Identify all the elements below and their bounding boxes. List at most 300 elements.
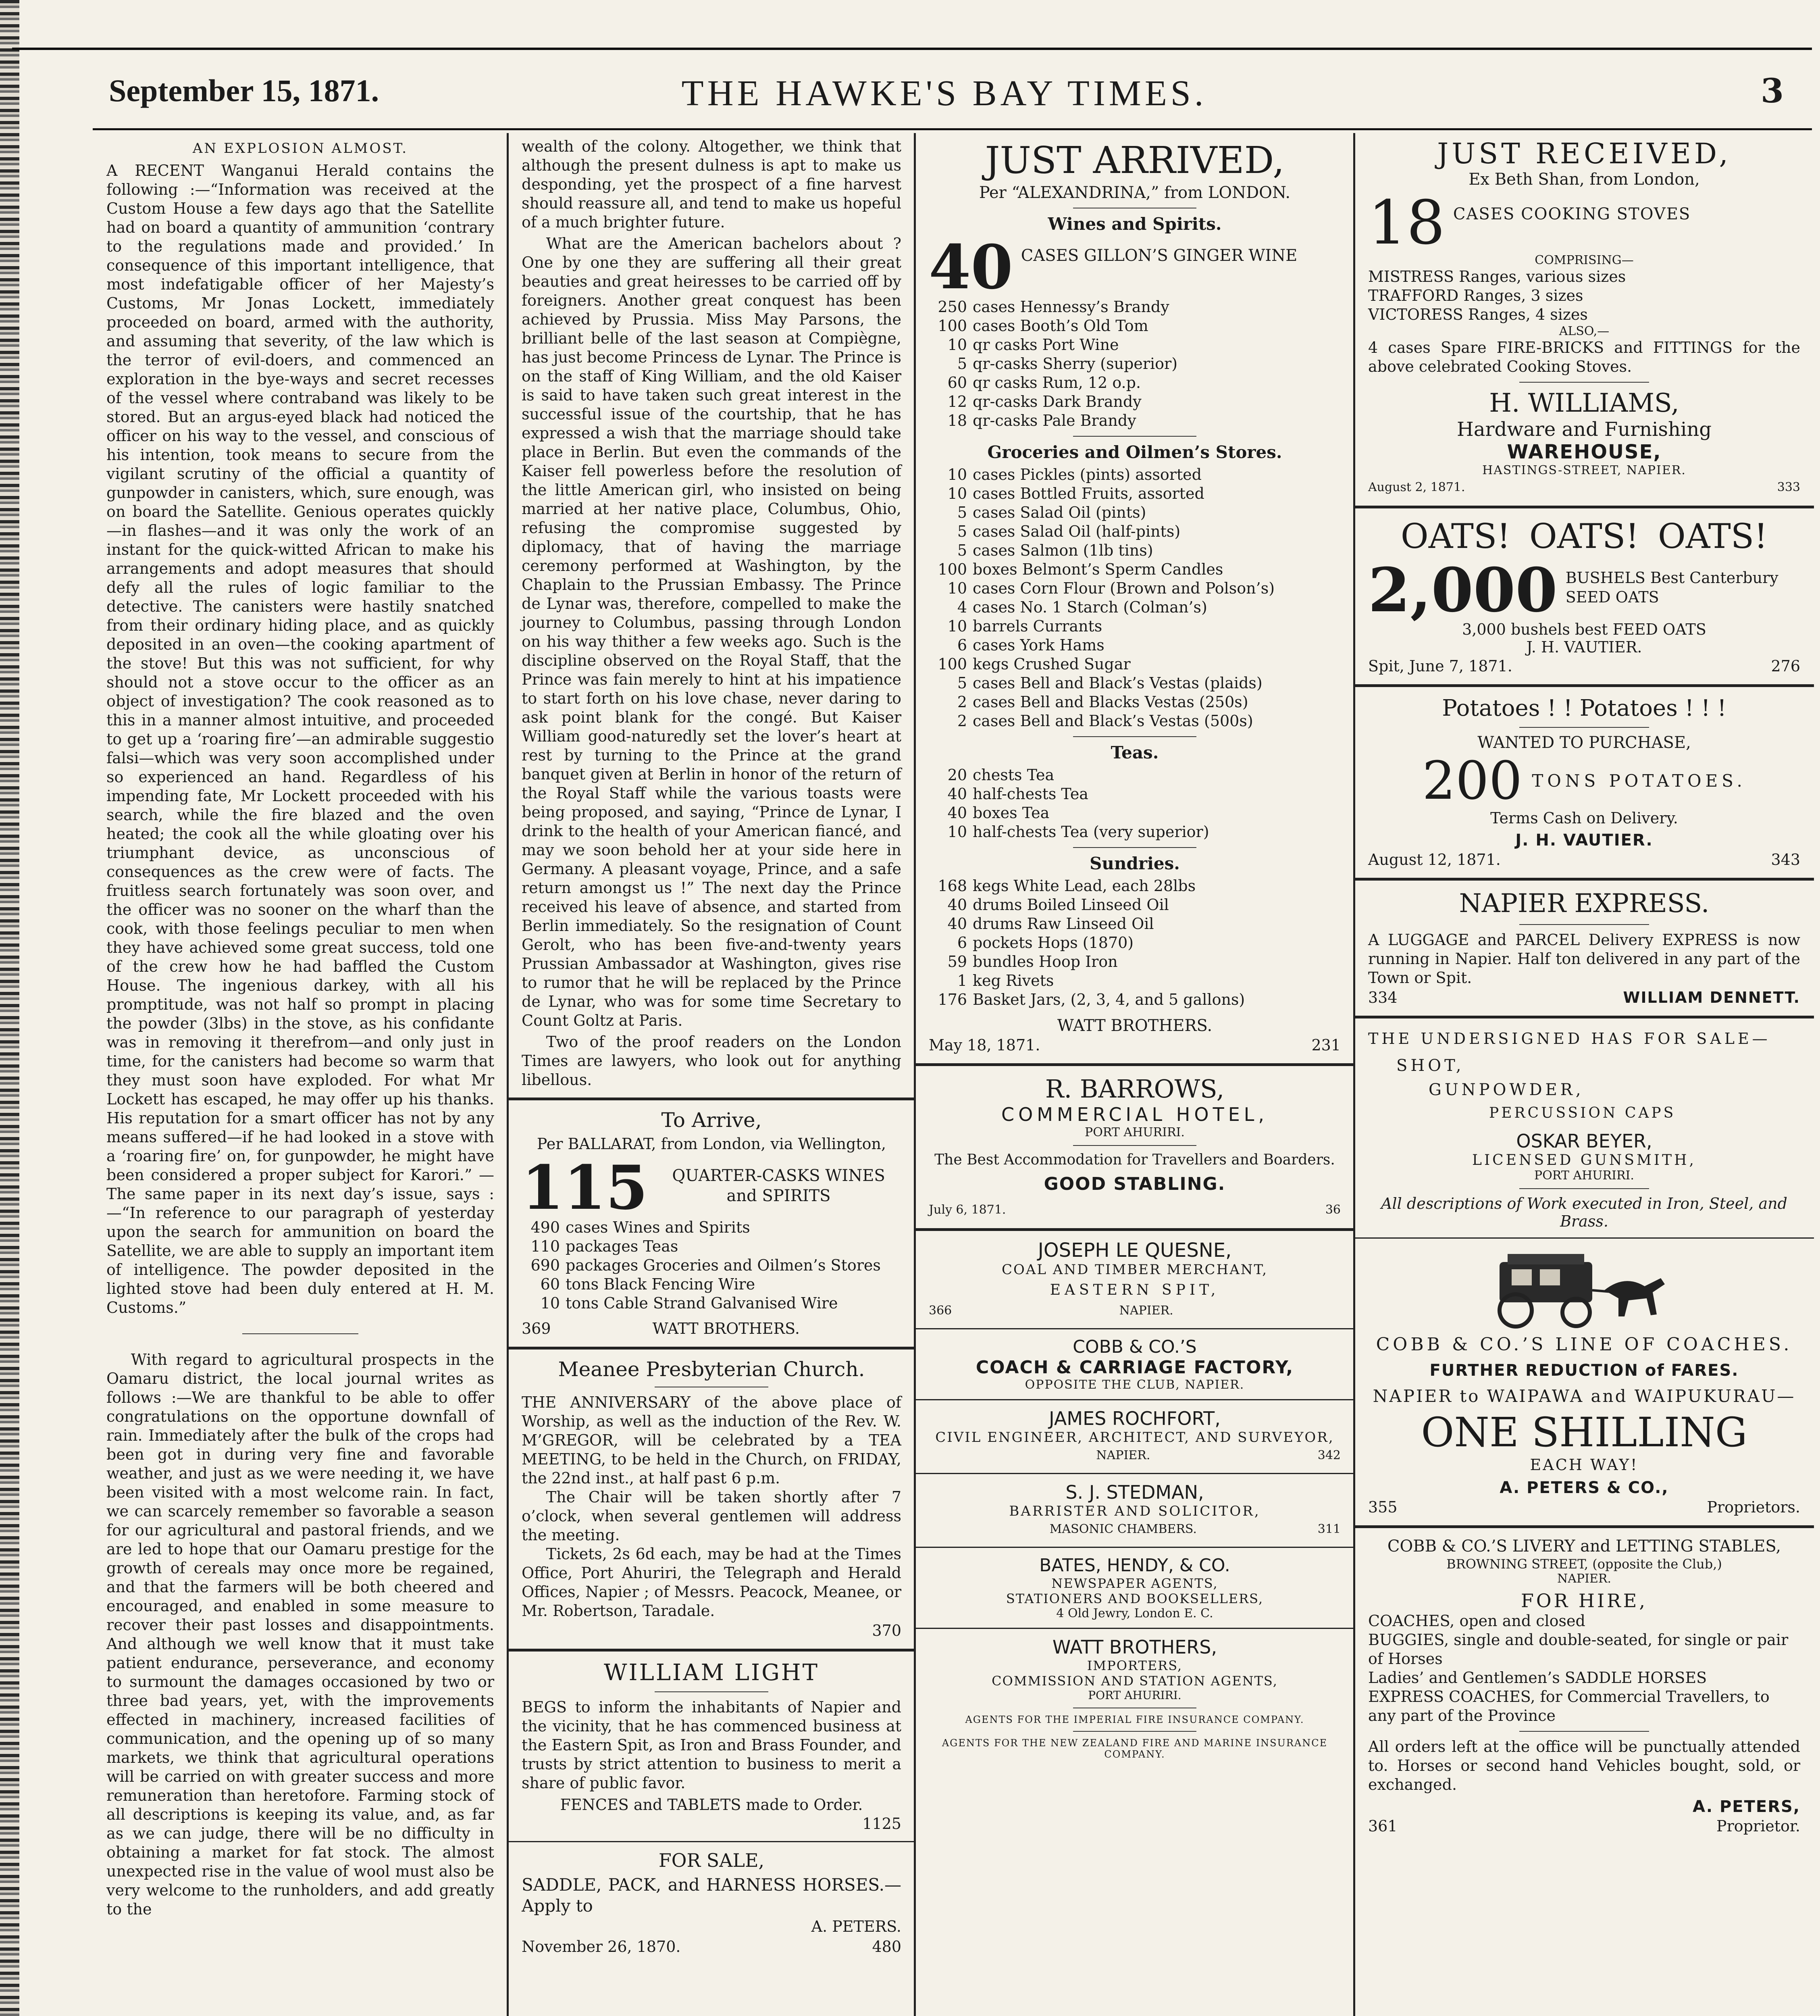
item-description: pockets Hops (1870) (973, 934, 1134, 952)
ad-title: OATS! OATS! OATS! (1400, 516, 1768, 556)
section-rule (508, 1841, 915, 1842)
list-item (1368, 1668, 1800, 1687)
ad-big-number: 18 (1368, 188, 1445, 258)
list-item (929, 877, 1341, 896)
section-rule (915, 1628, 1354, 1629)
ad-title: COBB & CO.’S LIVERY and LETTING STABLES, (1387, 1537, 1781, 1556)
item-description: EXPRESS COACHES, for Commercial Travellers, to any part of the Province (1368, 1688, 1770, 1724)
item-description: VICTORESS Ranges, 4 sizes (1368, 306, 1588, 323)
ad-meanee-church (508, 1358, 915, 1641)
list-item (929, 541, 1341, 560)
item-quantity: 40 (947, 804, 967, 822)
item-description: MISTRESS Ranges, various sizes (1368, 268, 1626, 285)
ad-number: 342 (1317, 1448, 1341, 1462)
ad-signature: A. PETERS, (1693, 1797, 1800, 1816)
list-item (929, 636, 1341, 655)
ad-potatoes (1354, 695, 1814, 870)
list-item (929, 804, 1341, 823)
list-item (929, 766, 1341, 785)
list-item (1368, 286, 1800, 305)
item-quantity: 5 (957, 674, 967, 692)
column-4 (1354, 137, 1814, 2016)
ad-separator (1073, 1145, 1197, 1146)
ad-title: To Arrive, (661, 1108, 762, 1132)
ad-title: JUST ARRIVED, (985, 139, 1285, 182)
item-description: cases Hennessy’s Brandy (973, 298, 1169, 316)
column-3 (915, 137, 1354, 2016)
section-title: Teas. (1111, 743, 1159, 762)
list-item (522, 1256, 901, 1275)
ad-body: The Chair will be taken shortly after 7 o’clock, when several gentlemen will address the meeting. (522, 1488, 901, 1544)
ad-to-arrive (508, 1108, 915, 1339)
ad-oats (1354, 516, 1814, 676)
ad-body: THE ANNIVERSARY of the above place of Worship, as well as the induction of the Rev. W. M’GREGOR, will be celebrated by a TEA MEETING, to be held in the Church, on FRIDAY, the 22nd inst., at half past 6 p.m. (522, 1393, 901, 1487)
ad-william-light (508, 1660, 915, 1834)
item-quantity: 10 (947, 466, 967, 483)
article-body-american: What are the American bachelors about ? One by one they are suffering all their great beauties and great heiresses to be carried off by foreigners. Another great conquest has been achieved by Prussia. Miss May Parsons, the brilliant belle of the last season at Compiègne, has just become Princess de Lynar. The Prince is on the staff of King William, and the old Kaiser is said to have taken such great interest in the successful issue of the courtship, that he has expressed a wish that the marriage should take place in Berlin. But even the commands of the Kaiser fell powerless before the resolution of the little American girl, who insisted on being married at her native place, Columbus, Ohio, refusing the compromise suggested by diplomacy, that of having the marriage ceremony performed at Washington, by the Chaplain to the Prussian Embassy. The Prince de Lynar was, therefore, compelled to make the journey to Columbus, passing through London on his way thither a few weeks ago. Such is the discipline observed on the Royal Staff, that the Prince was fain merely to hint at his impatience to start forth on his love chase, never daring to ask point blank for the congé. But Kaiser William good-naturedly set the lover’s heart at rest by turning to the Prince at the grand banquet given at Berlin in honor of the return of the Royal Staff while the various toasts were being proposed, and saying, “Prince de Lynar, I drink to the health of your American fiancé, and may we soon behold her at your side here in Germany. A pleasant voyage, Prince, and a safe return amongst us !” The next day the Prince received his leave of absence, and started from Berlin immediately. So the resignation of Count Gerolt, who has been five-and-twenty years Prussian Ambassador at Washington, gives rise to rumor that he will be replaced by the Prince de Lynar, who was for some time Secretary to Count Goltz at Paris. (522, 235, 901, 1029)
ad-date: November 26, 1870. (522, 1938, 681, 1956)
ad-subtitle: COMMERCIAL HOTEL, (1001, 1104, 1269, 1125)
ad-big-number: 200 (1422, 750, 1523, 811)
ad-signature: WATT BROTHERS. (652, 1320, 800, 1337)
stoves-list (1368, 267, 1800, 324)
item-description: cases Salad Oil (pints) (973, 504, 1146, 521)
ad-place: OPPOSITE THE CLUB, NAPIER. (1025, 1378, 1245, 1392)
section-rule (508, 1098, 915, 1100)
item-quantity: 2 (957, 693, 967, 711)
ad-line: IMPORTERS, (1087, 1658, 1183, 1673)
ad-highlight: FURTHER REDUCTION of FARES. (1429, 1361, 1739, 1380)
ad-subtitle: COACH & CARRIAGE FACTORY, (976, 1357, 1294, 1378)
ad-title: R. BARROWS, (1045, 1074, 1225, 1104)
ad-subtitle: Hardware and Furnishing (1457, 418, 1712, 441)
item-quantity: 5 (957, 541, 967, 559)
list-item (929, 484, 1341, 503)
hire-list (1368, 1612, 1800, 1725)
ad-note: All descriptions of Work executed in Iron, Steel, and Brass. (1381, 1195, 1787, 1230)
item-description: drums Raw Linseed Oil (973, 915, 1154, 933)
item-description: kegs Crushed Sugar (973, 655, 1131, 673)
ad-line: 4 Old Jewry, London E. C. (1056, 1606, 1213, 1620)
article-body-continued: wealth of the colony. Altogether, we think that although the present dulness is apt to make us desponding, yet the prospect of a fine harvest should reassure all, and tend to make us hopeful of a much brighter future. (522, 137, 901, 231)
ad-title: OSKAR BEYER, (1516, 1130, 1652, 1152)
ad-date: July 6, 1871. (929, 1203, 1006, 1217)
ad-signature: A. PETERS. (811, 1918, 901, 1935)
item-description: cases No. 1 Starch (Colman’s) (973, 598, 1207, 616)
ad-town: NAPIER. (1096, 1448, 1150, 1462)
ad-number: 333 (1777, 480, 1800, 494)
ad-line: ALSO,— (1559, 324, 1610, 338)
item-quantity: 40 (947, 785, 967, 803)
item-description: qr casks Port Wine (973, 336, 1119, 354)
list-item (929, 971, 1341, 990)
ad-number: 334 (1368, 989, 1398, 1006)
ad-number: 366 (929, 1304, 952, 1318)
ad-big-text: BUSHELS Best Canterbury SEED OATS (1565, 569, 1778, 606)
ad-subtitle: CIVIL ENGINEER, ARCHITECT, AND SURVEYOR, (935, 1429, 1334, 1445)
ad-signature: J. H. VAUTIER. (1526, 638, 1642, 656)
item-description: packages Teas (566, 1237, 678, 1255)
ad-date: Spit, June 7, 1871. (1368, 657, 1512, 675)
ad-body: 4 cases Spare FIRE-BRICKS and FITTINGS for the above celebrated Cooking Stoves. (1368, 339, 1800, 375)
ad-oskar-beyer (1354, 1027, 1814, 1230)
ad-signature: A. PETERS & CO., (1500, 1479, 1669, 1497)
ad-number: 36 (1325, 1203, 1341, 1217)
ad-number: 231 (1311, 1036, 1341, 1054)
ad-big-number: 115 (522, 1152, 648, 1223)
ad-napier-express (1354, 889, 1814, 1008)
item-description: cases Salad Oil (half-pints) (973, 523, 1181, 540)
ad-date: August 12, 1871. (1368, 851, 1501, 868)
wines-list (929, 298, 1341, 430)
ad-line: COMPRISING— (1535, 253, 1634, 267)
item-quantity: 490 (530, 1218, 560, 1236)
list-item (929, 655, 1341, 674)
item-description: qr casks Rum, 12 o.p. (973, 374, 1141, 392)
ad-title: COBB & CO.’S LINE OF COACHES. (1376, 1334, 1793, 1355)
ad-title: H. WILLIAMS, (1489, 388, 1679, 418)
ad-line: Proprietor. (1716, 1817, 1800, 1835)
coach-illustration (1354, 1246, 1814, 1332)
ad-cobb-coaches (1354, 1332, 1814, 1517)
section-rule (1354, 878, 1814, 881)
ad-separator (1519, 1731, 1649, 1732)
ad-title: WATT BROTHERS, (1052, 1636, 1217, 1658)
item-quantity: 10 (947, 823, 967, 841)
ad-line: AGENTS FOR THE NEW ZEALAND FIRE AND MARINE INSURANCE COMPANY. (942, 1737, 1328, 1760)
ad-highlight: GOOD STABLING. (1044, 1174, 1226, 1194)
ad-place: PORT AHURIRI. (1534, 1168, 1634, 1183)
list-item (929, 617, 1341, 636)
ad-big-text: TONS POTATOES. (1532, 771, 1746, 791)
page-number: 3 (1760, 72, 1784, 110)
item-quantity: 100 (938, 655, 967, 673)
item-quantity: 20 (947, 766, 967, 784)
item-quantity: 690 (530, 1256, 560, 1274)
item-description: qr-casks Pale Brandy (973, 412, 1136, 429)
item-quantity: 6 (957, 934, 967, 952)
ad-number: 343 (1771, 851, 1800, 868)
ad-separator (1519, 1188, 1649, 1189)
list-item (929, 503, 1341, 522)
ad-le-quesne (915, 1239, 1354, 1321)
ad-just-received (1354, 137, 1814, 498)
ad-number: 1125 (862, 1815, 901, 1833)
ad-subtitle: BARRISTER AND SOLICITOR, (1009, 1503, 1260, 1519)
ad-date: August 2, 1871. (1368, 480, 1465, 494)
ad-title: NAPIER EXPRESS. (1459, 889, 1710, 918)
ad-number: 276 (1771, 657, 1800, 675)
ad-subtitle: FOR HIRE, (1520, 1590, 1647, 1612)
ad-body: A LUGGAGE and PARCEL Delivery EXPRESS is now running in Napier. Half ton delivered in any part of the Town or Spit. (1368, 931, 1800, 987)
ad-number: 369 (522, 1320, 551, 1337)
list-item (522, 1275, 901, 1294)
list-item (929, 373, 1341, 392)
ad-big-text: QUARTER-CASKS WINES and SPIRITS (672, 1166, 885, 1205)
section-rule (1354, 506, 1814, 508)
issue-date: September 15, 1871. (109, 73, 379, 108)
ad-place: MASONIC CHAMBERS. (1049, 1522, 1197, 1536)
item-description: bundles Hoop Iron (973, 953, 1118, 971)
ad-title: JOSEPH LE QUESNE, (1038, 1239, 1232, 1262)
ad-title: BATES, HENDY, & CO. (1039, 1555, 1230, 1576)
masthead-bottom-rule (93, 128, 1812, 130)
ad-place: PORT AHURIRI. (1085, 1125, 1185, 1139)
ad-body: Tickets, 2s 6d each, may be had at the Times Office, Port Ahuriri, the Telegraph and Herald Offices, Napier ; of Messrs. Peacock, Meanee, or Mr. Robertson, Taradale. (522, 1545, 901, 1620)
item-quantity: 10 (947, 617, 967, 635)
item-quantity: 10 (947, 579, 967, 597)
ad-subtitle: Ex Beth Shan, from London, (1468, 170, 1700, 189)
sundries-list (929, 877, 1341, 1009)
list-item (929, 896, 1341, 914)
item-description: cases Bell and Blacks Vestas (250s) (973, 693, 1248, 711)
item-description: cases Salmon (1lb tins) (973, 541, 1153, 559)
item-quantity: 4 (957, 598, 967, 616)
ad-line: EACH WAY! (1530, 1456, 1639, 1474)
list-item (929, 598, 1341, 617)
item-description: half-chests Tea (973, 785, 1088, 803)
list-item (929, 823, 1341, 841)
item-quantity: 59 (947, 953, 967, 971)
ad-separator (1519, 924, 1649, 925)
ad-number: 480 (872, 1938, 901, 1956)
ad-separator (1519, 382, 1649, 383)
ad-highlight: WAREHOUSE, (1507, 441, 1662, 463)
item-description: cases Bottled Fruits, assorted (973, 485, 1204, 502)
section-rule (915, 1547, 1354, 1548)
ad-number: 361 (1368, 1817, 1398, 1835)
ad-title: Potatoes ! ! Potatoes ! ! ! (1442, 695, 1726, 721)
list-item (1368, 1687, 1800, 1725)
item-description: keg Rivets (973, 972, 1054, 989)
list-item (1368, 1631, 1800, 1668)
list-item (929, 785, 1341, 804)
article-separator (242, 1333, 359, 1334)
item-quantity: 100 (938, 317, 967, 335)
ad-title: COBB & CO.’S (1073, 1337, 1197, 1357)
item-quantity: 60 (947, 374, 967, 392)
item-description: Basket Jars, (2, 3, 4, and 5 gallons) (973, 991, 1245, 1008)
list-item (929, 335, 1341, 354)
ad-line: NEWSPAPER AGENTS, (1051, 1576, 1218, 1591)
ad-line: Terms Cash on Delivery. (1490, 809, 1678, 827)
ad-cobb-livery (1354, 1536, 1814, 1836)
ad-line: AGENTS FOR THE IMPERIAL FIRE INSURANCE COMPANY. (965, 1714, 1304, 1725)
ad-number: 355 (1368, 1498, 1398, 1516)
item-quantity: 12 (947, 393, 967, 410)
section-title: Sundries. (1090, 854, 1180, 873)
ad-signature: WILLIAM DENNETT. (1623, 989, 1800, 1006)
item-quantity: 2 (957, 712, 967, 730)
ad-stedman (915, 1481, 1354, 1539)
article-body-oamaru: With regard to agricultural prospects in the Oamaru district, the local journal writes as follows :—We are thankful to be able to offer congratulations on the opportune downfall of rain. Immediately after the bulk of the crops had been got in during very fine and favorable weather, and just as we were needing it, we have been visited with a most welcome rain. In fact, we can scarcely remember so favorable a season for our agricultural and pastoral friends, and we are led to hope that our Oamaru prestige for the growth of cereals may once more be regained, and that the farmers will be both cheered and encouraged, and enabled in some measure to recover their past losses and disappointments. And although we well know that it must take patient endurance, perseverance, and economy to surmount the damages occasioned by two or three bad years, yet, with the improvements effected in machinery, increased facilities of communication, and the opening up of so many markets, we think that agricultural operations will be carried on with greater success and more remuneration than heretofore. Farming stock of all descriptions is keeping its value, and, as far as we can judge, there will be no difficulty in obtaining a market for fat stock. The almost unexpected rise in the value of wool must also be very welcome to the runholders, and add greatly to the (106, 1351, 494, 1918)
ad-line: WANTED TO PURCHASE, (1477, 733, 1691, 752)
ad-fare: ONE SHILLING (1421, 1409, 1747, 1456)
item-description: cases Bell and Black’s Vestas (500s) (973, 712, 1253, 730)
section-title: Wines and Spirits. (1048, 214, 1222, 234)
groceries-list (929, 465, 1341, 731)
ad-town: NAPIER. (1557, 1572, 1611, 1586)
item-description: half-chests Tea (very superior) (973, 823, 1209, 841)
ad-separator (655, 1691, 769, 1692)
column-2 (508, 137, 915, 2016)
ad-route: NAPIER to WAIPAWA and WAIPUKURAU— (1373, 1386, 1796, 1406)
ad-subtitle: COAL AND TIMBER MERCHANT, (1001, 1262, 1268, 1278)
item-description: barrels Currants (973, 617, 1102, 635)
list-item (929, 990, 1341, 1009)
ad-line: 3,000 bushels best FEED OATS (1462, 621, 1706, 638)
item-quantity: 10 (947, 336, 967, 354)
section-rule (915, 1063, 1354, 1066)
section-rule (1354, 684, 1814, 687)
item-description: COACHES, open and closed (1368, 1612, 1585, 1630)
item-description: cases Booth’s Old Tom (973, 317, 1148, 335)
list-item (522, 1218, 901, 1237)
list-item (929, 674, 1341, 693)
list-item (1368, 305, 1800, 324)
item-quantity: 5 (957, 504, 967, 521)
section-title: Groceries and Oilmen’s Stores. (987, 442, 1282, 462)
masthead (93, 60, 1796, 125)
ad-big-text: CASES COOKING STOVES (1453, 205, 1691, 223)
section-rule (915, 1328, 1354, 1329)
list-item (929, 392, 1341, 411)
item-quantity: 10 (947, 485, 967, 502)
item-description: drums Boiled Linseed Oil (973, 896, 1169, 914)
list-item (929, 465, 1341, 484)
section-rule (915, 1228, 1354, 1231)
item-quantity: 250 (938, 298, 967, 316)
ad-place: HASTINGS-STREET, NAPIER. (1482, 463, 1686, 477)
item-quantity: 10 (540, 1294, 560, 1312)
ad-big-number: 2,000 (1368, 555, 1558, 626)
section-rule (915, 1473, 1354, 1474)
list-item (522, 1294, 901, 1313)
ad-cobb-factory (915, 1337, 1354, 1392)
ad-line: Proprietors. (1707, 1498, 1800, 1516)
ad-date: May 18, 1871. (929, 1036, 1040, 1054)
item-description: TRAFFORD Ranges, 3 sizes (1368, 287, 1583, 304)
article-title-explosion: AN EXPLOSION ALMOST. (192, 140, 408, 156)
ad-body: The Best Accommodation for Travellers and Boarders. (934, 1152, 1335, 1168)
list-item (929, 522, 1341, 541)
ad-title: JAMES ROCHFORT, (1049, 1408, 1221, 1429)
ad-subtitle: Per BALLARAT, from London, via Wellington, (537, 1135, 886, 1153)
ad-line: PORT AHURIRI. (1088, 1689, 1181, 1702)
list-item (929, 411, 1341, 430)
ad-body: BEGS to inform the inhabitants of Napier and the vicinity, that he has commenced business at the Eastern Spit, as Iron and Brass Founder, and trusts by strict attention to business to merit a share of public favor. (522, 1698, 901, 1792)
ad-rochfort (915, 1408, 1354, 1466)
ad-subtitle: Per “ALEXANDRINA,” from LONDON. (979, 183, 1291, 202)
ad-subtitle: LICENSED GUNSMITH, (1472, 1152, 1696, 1168)
ad-separator (1519, 727, 1649, 728)
list-item (929, 933, 1341, 952)
item-description: packages Groceries and Oilmen’s Stores (566, 1256, 881, 1274)
ad-separator (1073, 736, 1197, 737)
section-rule (1354, 1525, 1814, 1528)
list-item (929, 712, 1341, 731)
item-quantity: 18 (947, 412, 967, 429)
list-item (522, 1237, 901, 1256)
ad-for-sale (508, 1849, 915, 1957)
item-quantity: 60 (540, 1275, 560, 1293)
item-description: tons Black Fencing Wire (566, 1275, 755, 1293)
teas-list (929, 766, 1341, 841)
list-item (1368, 267, 1800, 286)
item-description: cases Corn Flour (Brown and Polson’s) (973, 579, 1275, 597)
ad-line: FENCES and TABLETS made to Order. (560, 1796, 863, 1814)
item-quantity: 5 (957, 355, 967, 373)
item-description: tons Cable Strand Galvanised Wire (566, 1294, 838, 1312)
ad-body: SADDLE, PACK, and HARNESS HORSES.—Apply to (522, 1875, 901, 1916)
list-item (929, 914, 1341, 933)
ad-title: S. J. STEDMAN, (1065, 1481, 1204, 1503)
ad-line: COMMISSION AND STATION AGENTS, (992, 1673, 1278, 1689)
ad-title: JUST RECEIVED, (1437, 137, 1731, 170)
newspaper-title: THE HAWKE'S BAY TIMES. (681, 73, 1207, 113)
ad-separator (1073, 847, 1197, 848)
article-body-explosion: A RECENT Wanganui Herald contains the following :—“Information was received at the Custom House a few days ago that the Satellite had on board a quantity of ammunition ‘contrary to the regulations made and provided.’ In consequence of this important intelligence, that most indefatigable officer of her Majesty’s Customs, Mr Jonas Lockett, immediately proceeded on board, armed with the authority, and assuming that severity, of the law which is the terror of evil-doers, and commenced an exploration in the bye-ways and secret recesses of the vessel where contraband was likely to be stored. But an argus-eyed black had noticed the officer on his way to the vessel, and conscious of his intention, took means to secure from the vigilant scrutiny of the official a quantity of gunpowder in canisters, which, sure enough, was on board the Satellite. Genious operates quickly—in flashes—and it was only the work of an instant for the quick-witted African to make his arrangements and adopt measures that should defy all the rules of logic familiar to the detective. The canisters were hastily snatched from their ordinary hiding place, and as quickly deposited in an oven—the cooking apartment of the stove! But this was not sufficient, for why should not a stove occur to the officer as an object of investigation? The cook reasoned as to this in a manner almost intuitive, and proceeded to get up a ‘roaring fire’—an admirable suggestio falsi—which was very soon accomplished under so experienced an hand. Regardless of his impending fate, Mr Lockett proceeded with his search, while the fire blazed and the oven heated; the cook all the while gloating over his triumphant device, as unconscious of consequences as the crew were of facts. The fruitless search fortunately was soon over, and the officer was no sooner on the wharf than the cook, with those feelings peculiar to men when they have achieved some great success, told one of the crew how he had baffled the Custom House. The ingenious darkey, with all his promptitude, was not half so prompt in placing the powder (3lbs) in the stove, as his confidante was in removing it therefrom—and only just in time, for the canisters had become so warm that they must soon have exploded. For what Mr Lockett has escaped, he may offer up his thanks. His reputation for a smart officer has not by any means suffered—if he had looked in a stove with a ‘roaring fire’ on, for gunpowder, he might have been considered a proper subject for Karori.” —The same paper in its next day’s issue, says :—“In reference to our paragraph of yesterday upon the search for ammunition on board the Satellite, we are able to supply an important item of intelligence. The powder deposited in the lighted stove had been duly entered at H. M. Customs.” (106, 162, 494, 1316)
list-item (929, 693, 1341, 712)
ad-number: 311 (1317, 1522, 1341, 1536)
ad-item: GUNPOWDER, (1429, 1081, 1584, 1099)
list-item (929, 952, 1341, 971)
stagecoach-icon (1483, 1246, 1685, 1331)
item-description: kegs White Lead, each 28lbs (973, 877, 1196, 895)
item-description: cases Bell and Black’s Vestas (plaids) (973, 674, 1263, 692)
ad-bates-hendy (915, 1555, 1354, 1620)
ad-intro: THE UNDERSIGNED HAS FOR SALE— (1368, 1030, 1771, 1048)
item-quantity: 40 (947, 915, 967, 933)
item-description: BUGGIES, single and double-seated, for single or pair of Horses (1368, 1631, 1789, 1668)
masthead-top-rule (12, 48, 1812, 50)
list-item (929, 317, 1341, 335)
ad-title: FOR SALE, (658, 1849, 765, 1871)
ad-place: BROWNING STREET, (opposite the Club,) (1446, 1556, 1722, 1572)
ad-line: STATIONERS AND BOOKSELLERS, (1006, 1591, 1264, 1606)
ad-big-number: 40 (929, 232, 1013, 303)
ad-signature: WATT BROTHERS. (1057, 1016, 1213, 1035)
list-item (1368, 1612, 1800, 1631)
item-quantity: 1 (957, 972, 967, 989)
ad-place: EASTERN SPIT, (1050, 1282, 1220, 1298)
binding-edge (0, 0, 19, 2016)
ad-item: SHOT, (1396, 1056, 1464, 1075)
item-description: cases York Hams (973, 636, 1104, 654)
item-description: cases Wines and Spirits (566, 1218, 750, 1236)
ad-barrows-hotel (915, 1074, 1354, 1220)
ad-just-arrived (915, 139, 1354, 1055)
ad-title: WILLIAM LIGHT (604, 1660, 819, 1686)
ad-number: 370 (872, 1622, 901, 1639)
ad-separator (1073, 436, 1197, 437)
item-description: qr-casks Sherry (superior) (973, 355, 1178, 373)
item-description: qr-casks Dark Brandy (973, 393, 1142, 410)
item-description: boxes Tea (973, 804, 1050, 822)
item-quantity: 100 (938, 560, 967, 578)
ad-item: PERCUSSION CAPS (1489, 1105, 1676, 1121)
ad-town: NAPIER. (1119, 1304, 1173, 1318)
ad-signature: J. H. VAUTIER. (1515, 831, 1653, 850)
item-description: cases Pickles (pints) assorted (973, 466, 1202, 483)
item-quantity: 40 (947, 896, 967, 914)
item-quantity: 5 (957, 523, 967, 540)
goods-list (522, 1218, 901, 1313)
section-rule (508, 1649, 915, 1652)
item-description: chests Tea (973, 766, 1055, 784)
ad-title: Meanee Presbyterian Church. (558, 1358, 865, 1381)
list-item (929, 298, 1341, 317)
